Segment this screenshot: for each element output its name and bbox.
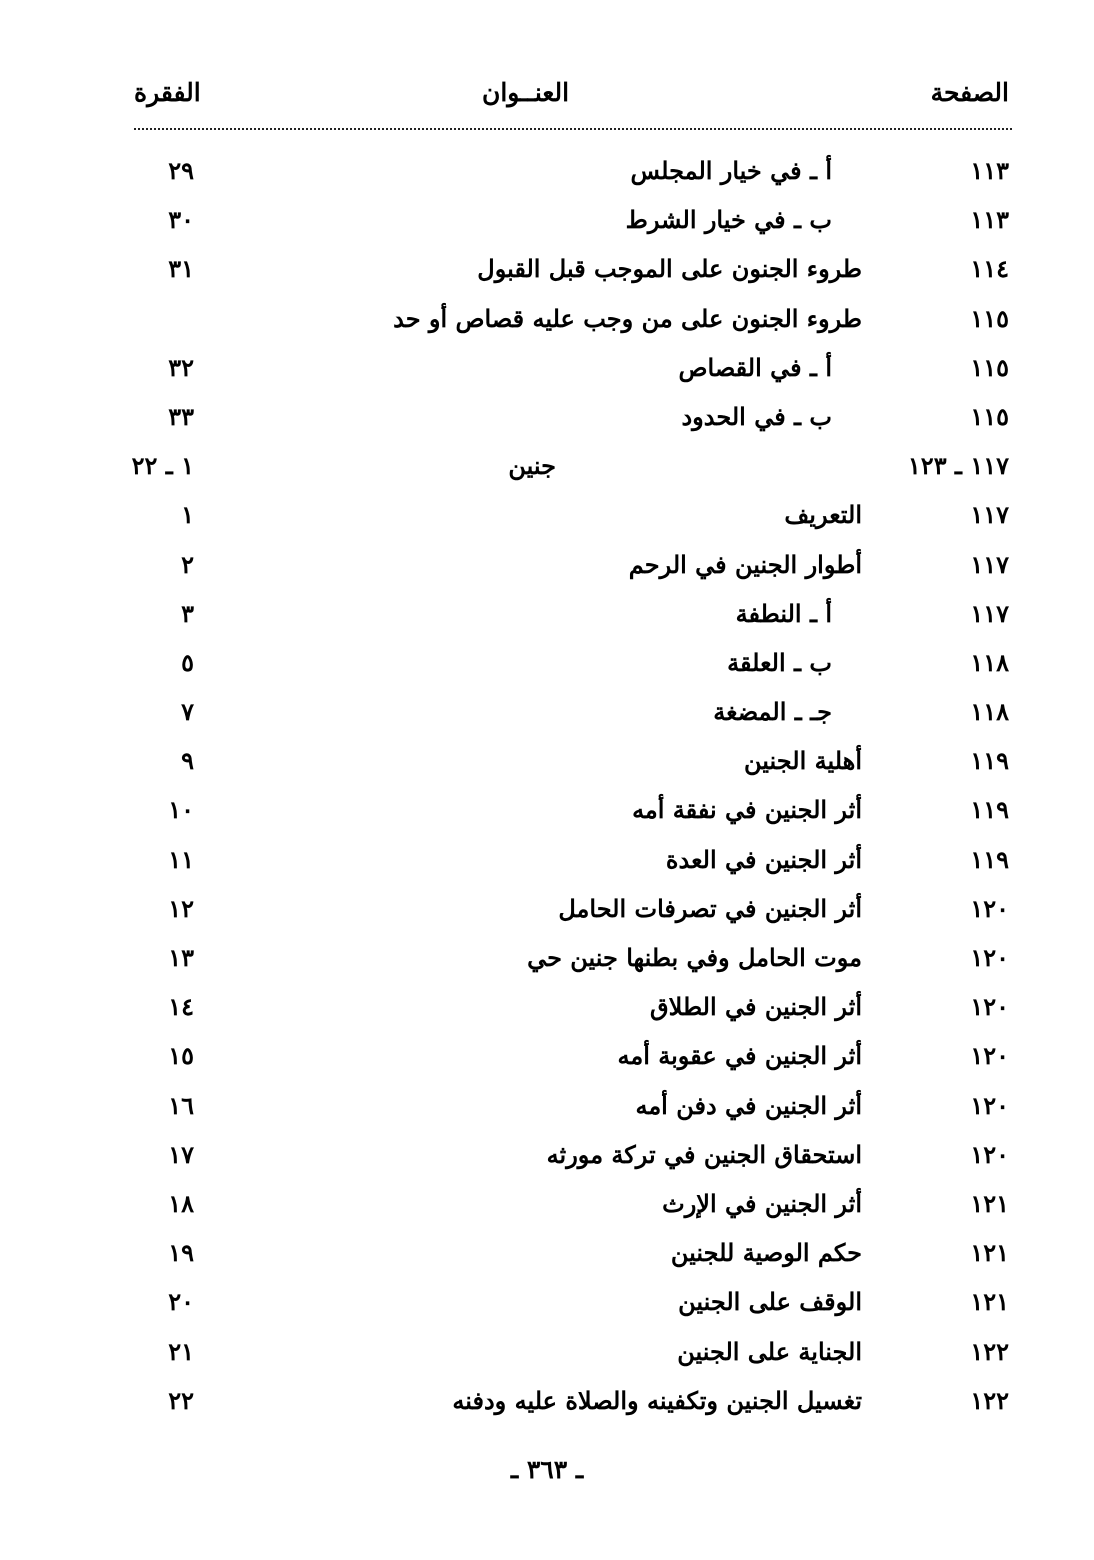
row-page: ١١٥	[970, 352, 1009, 382]
row-title: أهلية الجنين	[744, 746, 862, 776]
index-row	[0, 791, 1094, 840]
index-row	[0, 1037, 1094, 1086]
row-title: أطوار الجنين في الرحم	[628, 549, 862, 579]
row-page: ١١٣	[970, 205, 1009, 235]
index-row	[0, 496, 1094, 545]
index-rows	[0, 152, 1094, 1431]
row-paragraph: ١٦	[168, 1090, 194, 1120]
header-paragraph-column: الفقرة	[134, 78, 201, 107]
row-page: ١١٣	[970, 156, 1009, 185]
index-row	[0, 693, 1094, 742]
row-paragraph: ١	[181, 500, 194, 530]
row-title: حكم الوصية للجنين	[670, 1238, 862, 1268]
index-section-row	[0, 447, 1094, 496]
header-title-column: العنــوان	[482, 78, 570, 107]
row-page: ١٢٢	[970, 1336, 1009, 1366]
row-page: ١١٩	[970, 795, 1009, 825]
row-page: ١١٧	[970, 500, 1009, 530]
row-page: ١٢٠	[970, 992, 1009, 1022]
row-paragraph: ١١	[168, 844, 194, 874]
row-title: التعريف	[784, 500, 862, 530]
row-page: ١١٧	[970, 598, 1009, 628]
row-title: أثر الجنين في دفن أمه	[635, 1090, 862, 1120]
row-paragraph: ١ ـ ٢٢	[131, 451, 194, 481]
row-page: ١٢١	[970, 1238, 1009, 1268]
row-page: ١١٨	[970, 647, 1009, 677]
index-row	[0, 201, 1094, 250]
index-row	[0, 742, 1094, 791]
row-title: موت الحامل وفي بطنها جنين حي	[527, 943, 862, 972]
row-title: أثر الجنين في نفقة أمه	[632, 795, 862, 825]
index-row	[0, 1283, 1094, 1332]
row-page: ١٢٠	[970, 943, 1009, 972]
row-title: أثر الجنين في العدة	[665, 844, 862, 874]
row-paragraph: ٣	[181, 598, 194, 628]
row-paragraph: ٢٠	[168, 1287, 194, 1317]
index-row	[0, 1234, 1094, 1283]
header-divider	[134, 128, 1012, 130]
row-title: استحقاق الجنين في تركة مورثه	[546, 1139, 862, 1169]
header-page-column: الصفحة	[930, 78, 1009, 107]
row-paragraph: ٣٠	[168, 205, 194, 235]
row-page: ١٢٠	[970, 1090, 1009, 1120]
row-page: ١٢١	[970, 1188, 1009, 1218]
index-row	[0, 1382, 1094, 1431]
row-paragraph: ٢٢	[168, 1385, 194, 1415]
index-row	[0, 152, 1094, 201]
row-paragraph: ١٠	[168, 795, 194, 825]
index-row	[0, 349, 1094, 398]
row-title: الجناية على الجنين	[677, 1336, 862, 1366]
row-page: ١٢١	[970, 1287, 1009, 1317]
index-row	[0, 644, 1094, 693]
index-row	[0, 939, 1094, 988]
row-paragraph: ١٧	[168, 1139, 194, 1169]
index-row	[0, 398, 1094, 447]
table-header	[0, 78, 1094, 124]
row-title: أ ـ في القصاص	[678, 352, 832, 382]
row-title: جـ ـ المضغة	[713, 697, 832, 727]
row-paragraph: ٢	[181, 549, 194, 579]
row-page: ١١٤	[970, 254, 1009, 284]
index-row	[0, 890, 1094, 939]
index-row	[0, 988, 1094, 1037]
row-title: ب ـ في خيار الشرط	[625, 205, 832, 235]
row-page: ١٢٢	[970, 1385, 1009, 1415]
index-row	[0, 1185, 1094, 1234]
index-row	[0, 250, 1094, 299]
row-title: الوقف على الجنين	[678, 1287, 862, 1317]
row-page: ١١٩	[970, 844, 1009, 874]
row-page: ١١٥	[970, 303, 1009, 333]
row-page: ١١٧	[970, 549, 1009, 579]
row-page: ١١٧ ـ ١٢٣	[907, 451, 1009, 481]
row-page: ١١٥	[970, 401, 1009, 431]
row-title: ب ـ في الحدود	[681, 401, 832, 431]
row-title: طروء الجنون على الموجب قبل القبول	[477, 254, 862, 284]
row-paragraph: ١٤	[168, 992, 194, 1022]
row-paragraph: ١٨	[168, 1188, 194, 1218]
row-title: أثر الجنين في عقوبة أمه	[617, 1041, 862, 1071]
row-title: ب ـ العلقة	[727, 647, 832, 677]
row-paragraph: ٣١	[168, 254, 194, 284]
row-paragraph: ١٩	[168, 1238, 194, 1268]
row-paragraph: ٩	[181, 746, 194, 776]
row-page: ١٢٠	[970, 893, 1009, 923]
row-paragraph: ١٣	[168, 943, 194, 972]
row-page: ١١٨	[970, 697, 1009, 727]
row-paragraph: ٢٩	[168, 156, 194, 185]
index-row	[0, 595, 1094, 644]
row-paragraph: ٣٣	[168, 401, 194, 431]
index-row	[0, 546, 1094, 595]
page-number: ـ ٣٦٣ ـ	[510, 1455, 584, 1484]
index-row	[0, 1333, 1094, 1382]
row-paragraph: ١٥	[168, 1041, 194, 1071]
row-paragraph: ٥	[181, 647, 194, 677]
row-title: أثر الجنين في الطلاق	[650, 992, 862, 1022]
row-page: ١٢٠	[970, 1139, 1009, 1169]
index-row	[0, 841, 1094, 890]
row-title: أ ـ في خيار المجلس	[630, 156, 832, 185]
index-row	[0, 1087, 1094, 1136]
row-page: ١٢٠	[970, 1041, 1009, 1071]
row-page: ١١٩	[970, 746, 1009, 776]
row-paragraph: ١٢	[168, 893, 194, 923]
section-title: جنين	[508, 451, 556, 481]
index-row	[0, 1136, 1094, 1185]
row-paragraph: ٣٢	[168, 352, 194, 382]
row-title: تغسيل الجنين وتكفينه والصلاة عليه ودفنه	[452, 1385, 862, 1415]
row-title: أثر الجنين في تصرفات الحامل	[558, 893, 862, 923]
row-paragraph: ٢١	[168, 1336, 194, 1366]
row-title: طروء الجنون على من وجب عليه قصاص أو حد	[393, 303, 862, 333]
row-title: أ ـ النطفة	[735, 598, 832, 628]
index-row	[0, 300, 1094, 349]
row-paragraph: ٧	[181, 697, 194, 727]
row-title: أثر الجنين في الإرث	[662, 1188, 862, 1218]
